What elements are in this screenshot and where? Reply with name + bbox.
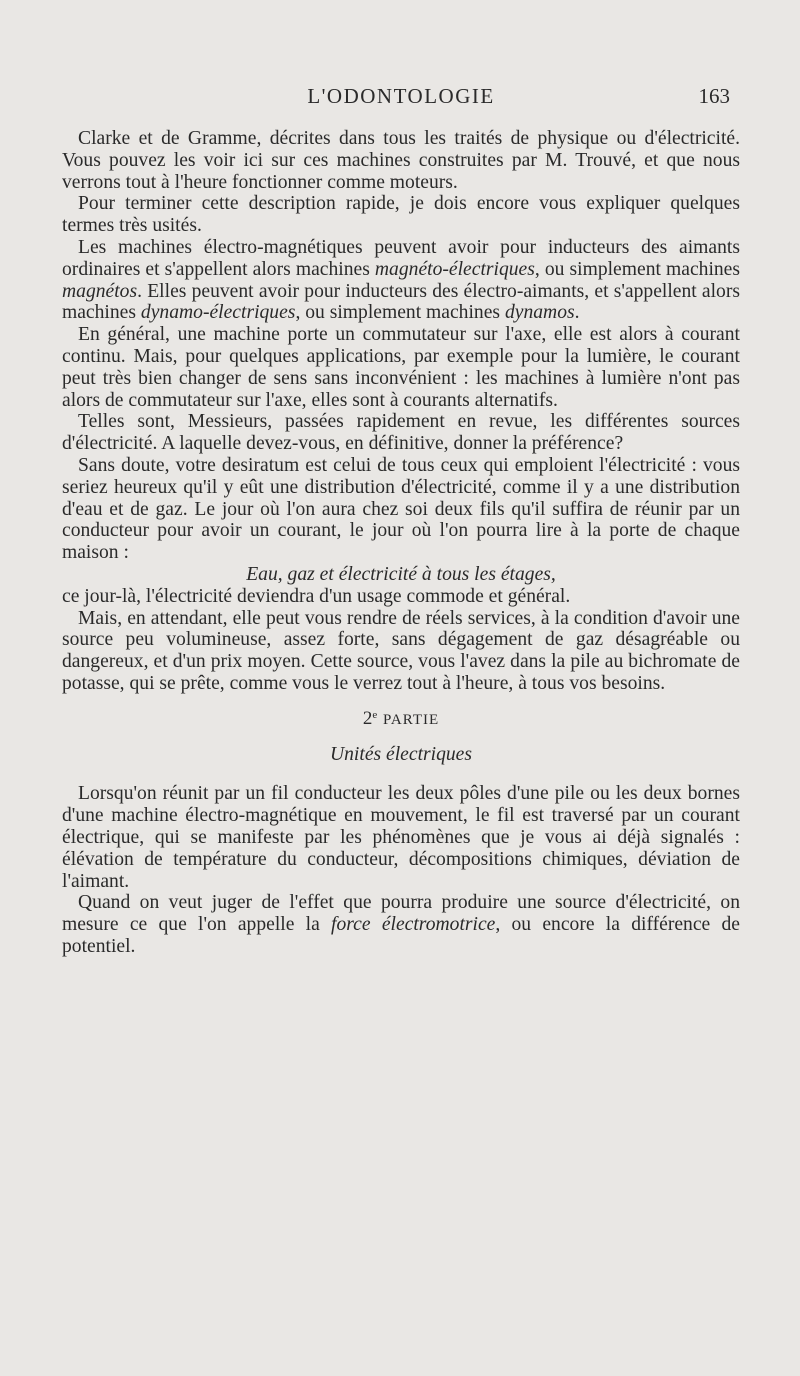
paragraph-5: Telles sont, Messieurs, passées rapidement en revue, les différentes sources d'électricité. A laquelle devez-vous, en définitive, donner la préférence? (62, 411, 740, 455)
italic-term: magnéto-électriques (374, 258, 535, 280)
section-number: 2 (362, 707, 373, 729)
body-text (62, 128, 740, 958)
paragraph-1: Clarke et de Gramme, décrites dans tous les traités de physique ou d'électricité. Vous pouvez les voir ici sur ces machines construites par M. Trouvé, et que nous verrons tout à l'heure fonctionner comme moteurs. (62, 128, 740, 193)
text-run: Les machines électro-magnétiques peuvent avoir pour inducteurs des aimants ordinaires et s'appellent alors machines (62, 236, 740, 280)
text-run: , ou simplement machines (295, 302, 505, 324)
paragraph-8: Mais, en attendant, elle peut vous rendre de réels services, à la condition d'avoir une source peu volumineuse, assez forte, sans dégagement de gaz désagréable ou dangereux, et d'un prix moyen. Cette source, vous l'avez dans la pile au bichromate de potasse, qui se prête, comme vous le verrez tout à l'heure, à tous vos besoins. (62, 607, 740, 694)
section-ordinal: e (372, 708, 379, 721)
text-run: . (574, 302, 580, 324)
paragraph-9: Lorsqu'on réunit par un fil conducteur les deux pôles d'une pile ou les deux bornes d'une machine électro-magnétique en mouvement, le fil est traversé par un courant électrique, qui se manifeste par les phénomènes que je vous ai déjà signalés : élévation de température du conducteur, décompositions chimiques, déviation de l'aimant. (62, 783, 740, 892)
running-head (62, 84, 740, 114)
italic-term: magnétos (62, 280, 138, 302)
section-label: PARTIE (382, 711, 440, 728)
paragraph-7: ce jour-là, l'électricité deviendra d'un usage commode et général. (62, 585, 571, 607)
paragraph-6: Sans doute, votre desiratum est celui de tous ceux qui emploient l'électricité : vous seriez heureux qu'il y eût une distribution d'électricité, comme il y a une distribution d'eau et de gaz. Le jour où l'on aura chez soi deux fils qu'il suffira de réunir par un conducteur pour avoir un courant, le jour où l'on pourra lire à la porte de chaque maison : (62, 454, 740, 564)
text-run: . Elles peuvent avoir pour inducteurs des électro-aimants, et s'appellent alors machines (62, 280, 740, 324)
section-heading (62, 705, 740, 732)
paragraph-3 (62, 237, 740, 324)
paragraph-2: Pour terminer cette description rapide, je dois encore vous expliquer quelques termes très usités. (62, 193, 740, 237)
running-title: L'ODONTOLOGIE (307, 84, 495, 108)
text-run: , ou simplement machines (534, 258, 741, 280)
paragraph-10 (62, 892, 740, 957)
italic-term: dynamo-électriques (140, 302, 296, 324)
italic-term: dynamos (504, 302, 575, 324)
paragraph-4: En général, une machine porte un commutateur sur l'axe, elle est alors à courant continu. Mais, pour quelques applications, par exemple pour la lumière, le courant peut très bien changer de sens sans inconvénient : les machines à lumière n'ont pas alors de commutateur sur l'axe, elles sont à courants alternatifs. (62, 324, 740, 411)
italic-term: force électromotrice (331, 914, 496, 936)
text-run: , ou encore la différence de potentiel. (62, 914, 740, 957)
section-subtitle: Unités électriques (329, 743, 473, 765)
text-run: Quand on veut juger de l'effet que pourra produire une source d'électricité, on mesure ce que l'on appelle la (62, 892, 740, 936)
page-number: 163 (698, 84, 730, 108)
quoted-line: Eau, gaz et électricité à tous les étages, (246, 563, 556, 585)
